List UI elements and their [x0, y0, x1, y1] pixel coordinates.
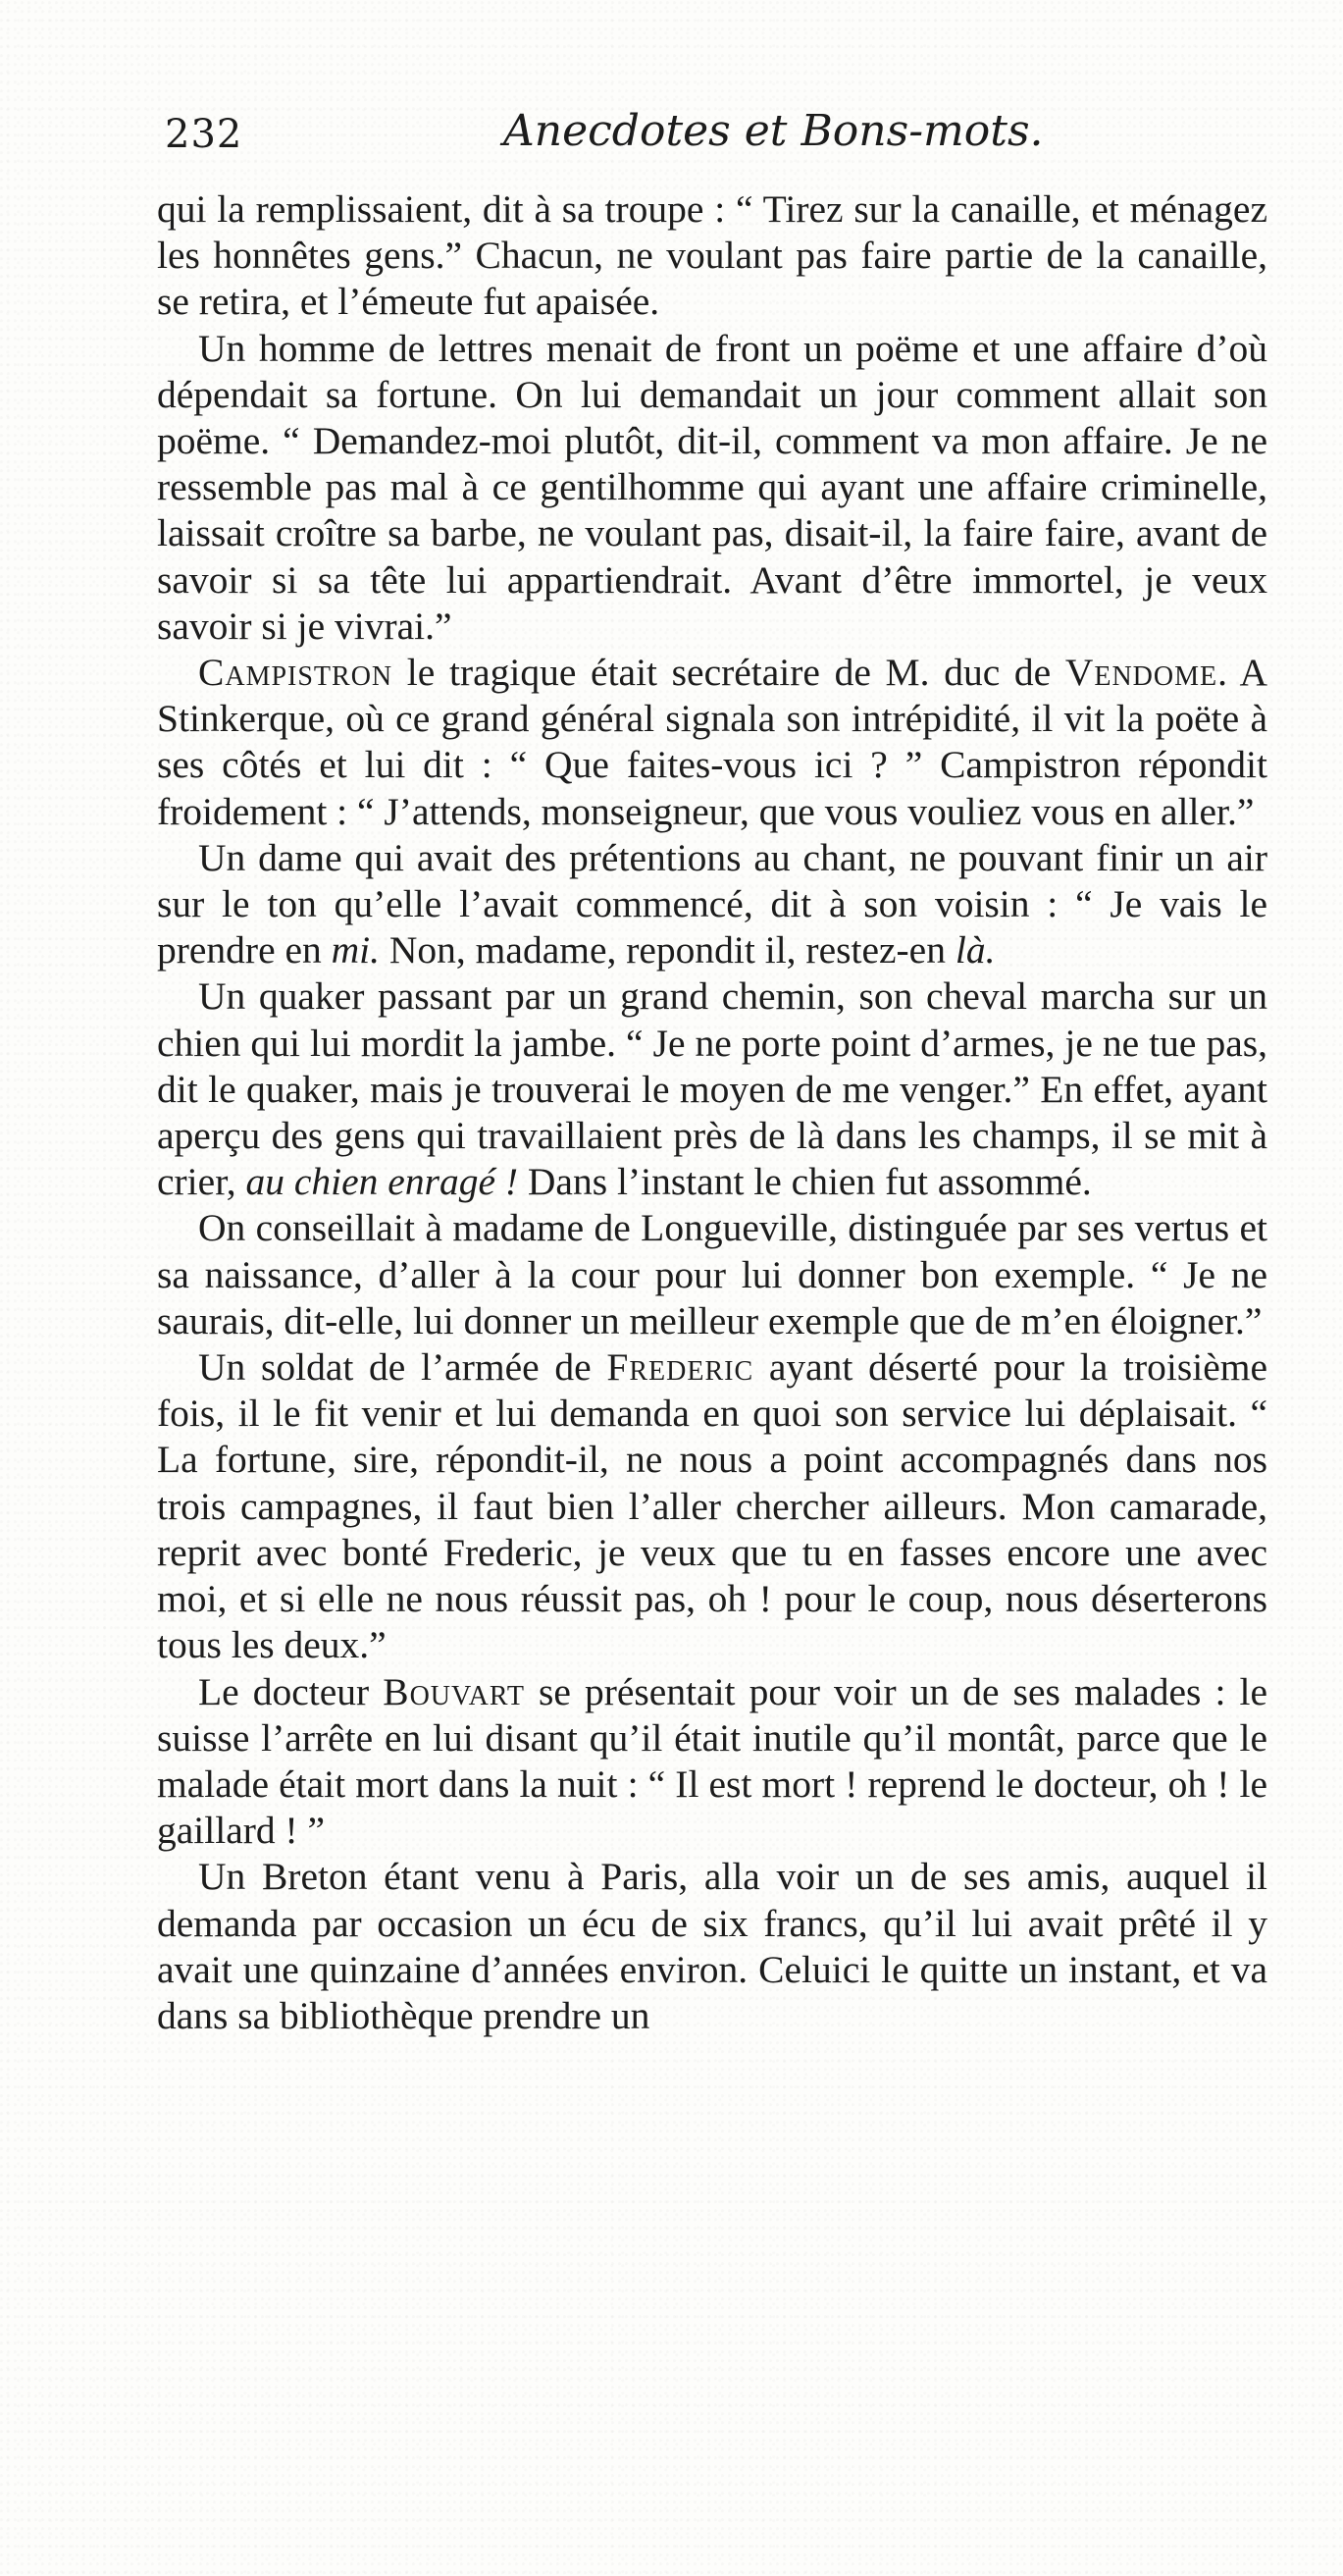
name-vendome: Vendome — [1064, 651, 1218, 695]
paragraph-8: Le docteur Bouvart se présentait pour voir un de ses malades : le suisse l’arrête en lui disant qu’il était inutile qu’il montât, parce que le malade était mort dans la nuit : “ Il est mort ! reprend le docteur, oh ! le gaillard ! ” — [157, 1669, 1268, 1853]
page-header — [165, 106, 1273, 165]
paragraph-3: Campistron le tragique était secrétaire de M. duc de Vendome. A Stinkerque, où ce grand général signala son intrépidité, il vit la poëte à ses côtés et lui dit : “ Que faites-vous ici ? ” Campistron répondit froidement : “ J’attends, monseigneur, que vous vouliez vous en aller.” — [157, 651, 1267, 833]
body-text — [157, 186, 1267, 2039]
page-number: 232 — [165, 112, 243, 157]
paragraph-7: Un soldat de l’armée de Frederic ayant déserté pour la troisième fois, il le fit venir et lui demanda en quoi son service lui déplaisait. “ La fortune, sire, répondit-il, ne nous a point accompagnés dans nos trois campagnes, il faut bien l’aller chercher ailleurs. Mon camarade, reprit avec bonté Frederic, je veux que tu en fasses encore une avec moi, et si elle ne nous réussit pas, oh ! pour le coup, nous déserterons tous les deux.” — [157, 1345, 1267, 1667]
name-frederic: Frederic — [606, 1345, 754, 1390]
paragraph-2: Un homme de lettres menait de front un poëme et une affaire d’où dépendait sa fortune. On lui demandait un jour comment allait son poëme. “ Demandez-moi plutôt, dit-il, comment va mon affaire. Je ne ressemble pas mal à ce gentilhomme qui ayant une affaire criminelle, laissait croître sa barbe, ne voulant pas, disait-il, la faire faire, avant de savoir si sa tête lui appartiendrait. Avant d’être immortel, je veux savoir si je vivrai.” — [157, 326, 1267, 648]
paragraph-5: Un quaker passant par un grand chemin, son cheval marcha sur un chien qui lui mordit la jambe. “ Je ne porte point d’armes, je ne tue pas, dit le quaker, mais je trouverai le moyen de me venger.” En effet, ayant aperçu des gens qui travaillaient près de là dans les champs, il se mit à crier, au chien enragé ! Dans l’instant le chien fut assommé. — [157, 974, 1267, 1204]
paragraph-1: qui la remplissaient, dit à sa troupe : “ Tirez sur la canaille, et ménagez les honnêtes gens.” Chacun, ne voulant pas faire partie de la canaille, se retira, et l’émeute fut apaisée. — [157, 187, 1267, 324]
paragraph-9: Un Breton étant venu à Paris, alla voir un de ses amis, auquel il demanda par occasion un écu de six francs, qu’il lui avait prêté il y avait une quinzaine d’années environ. Celuici le quitte un instant, et va dans sa bibliothèque prendre un — [157, 1855, 1267, 2037]
running-title: Anecdotes et Bons-mots. — [503, 106, 1044, 156]
paragraph-6: On conseillait à madame de Longueville, distinguée par ses vertus et sa naissance, d’aller à la cour pour lui donner bon exemple. “ Je ne saurais, dit-elle, lui donner un meilleur exemple que de m’en éloigner.” — [157, 1206, 1267, 1342]
name-bouvart: Bouvart — [383, 1669, 525, 1713]
name-campistron: Campistron — [198, 651, 393, 695]
paragraph-4: Un dame qui avait des prétentions au chant, ne pouvant finir un air sur le ton qu’elle l’avait commencé, dit à son voisin : “ Je vais le prendre en mi. Non, madame, repondit il, restez-en là. — [157, 835, 1267, 973]
